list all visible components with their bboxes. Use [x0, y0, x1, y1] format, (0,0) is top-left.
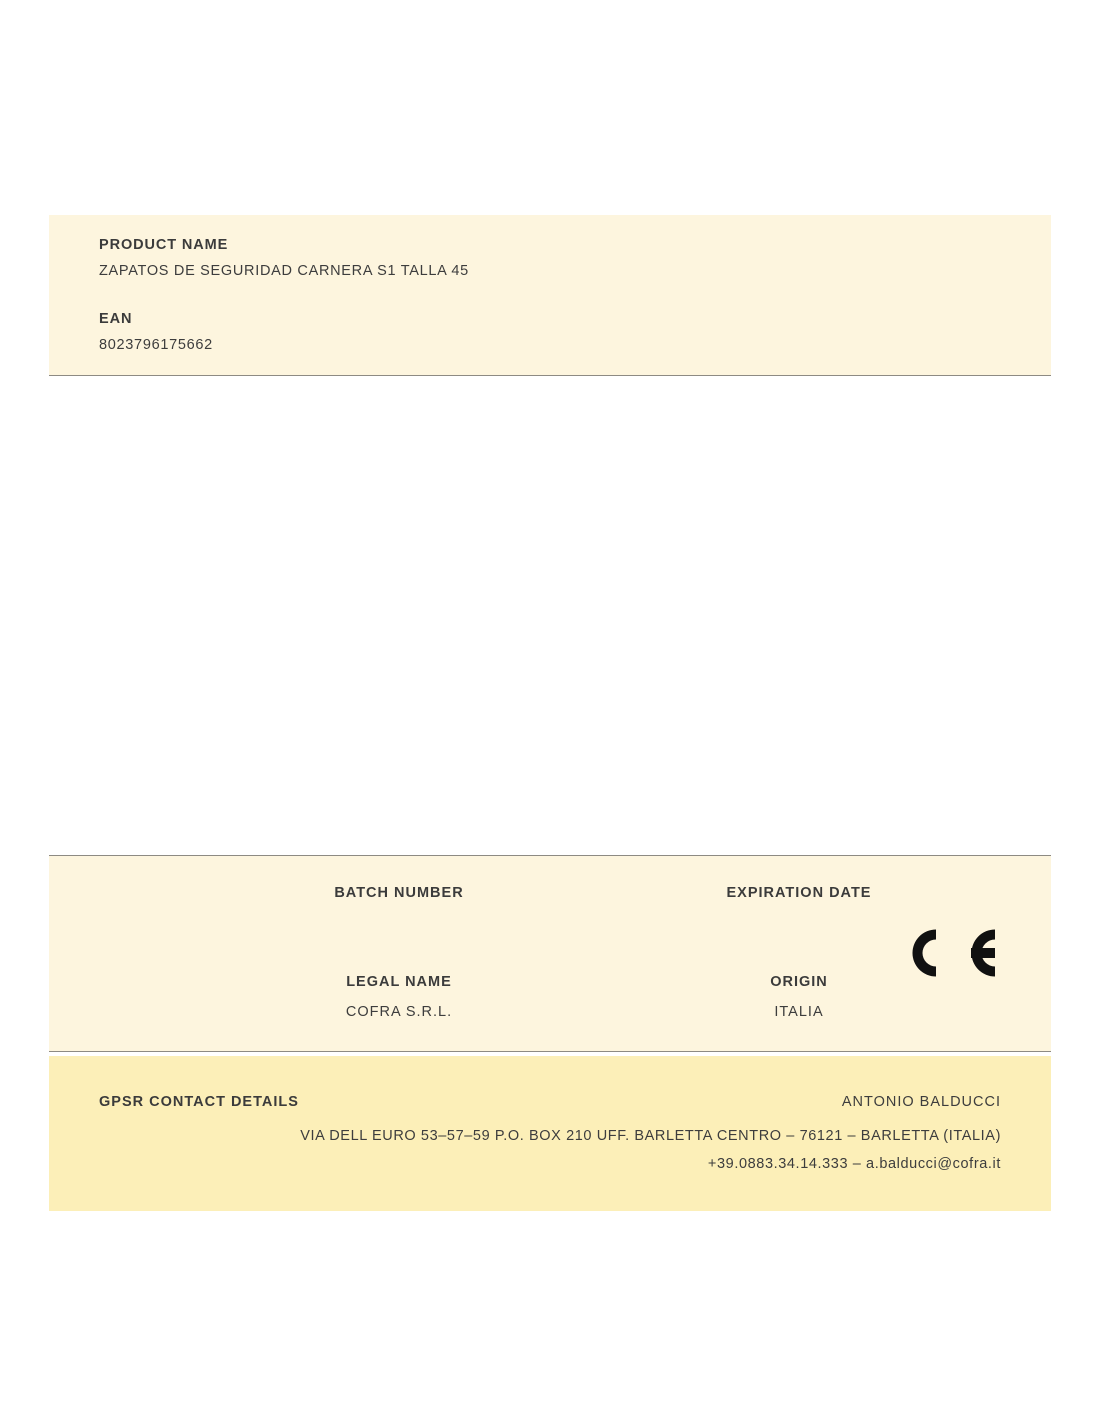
product-name-value: ZAPATOS DE SEGURIDAD CARNERA S1 TALLA 45 [99, 263, 469, 279]
batch-number-label: BATCH NUMBER [334, 885, 464, 901]
batch-number-value [229, 915, 569, 932]
gpsr-title: GPSR CONTACT DETAILS [99, 1094, 299, 1110]
gpsr-panel [49, 1056, 1051, 1211]
legal-name-label: LEGAL NAME [346, 974, 452, 990]
gpsr-header-row [99, 1094, 1001, 1116]
details-grid [49, 856, 1051, 1051]
legal-name-cell [229, 974, 569, 1021]
product-info-panel [49, 215, 1051, 376]
product-name-label: PRODUCT NAME [99, 237, 229, 253]
gpsr-address: VIA DELL EURO 53–57–59 P.O. BOX 210 UFF. BARLETTA CENTRO – 76121 – BARLETTA (ITALIA) [300, 1128, 1001, 1144]
gpsr-contact-name: ANTONIO BALDUCCI [841, 1094, 1001, 1110]
field-spacer [49, 279, 1051, 311]
origin-label: ORIGIN [770, 974, 828, 990]
ean-label: EAN [99, 311, 133, 327]
product-details-panel [49, 855, 1051, 1052]
ean-value: 8023796175662 [99, 337, 213, 353]
gpsr-phone-email: +39.0883.34.14.333 – a.balducci@cofra.it [707, 1156, 1001, 1172]
legal-name-value: COFRA S.R.L. [345, 1004, 453, 1020]
origin-value: ITALIA [774, 1004, 824, 1020]
expiration-date-label: EXPIRATION DATE [726, 885, 872, 901]
batch-number-cell [229, 885, 569, 932]
ce-mark-icon [896, 919, 1001, 987]
